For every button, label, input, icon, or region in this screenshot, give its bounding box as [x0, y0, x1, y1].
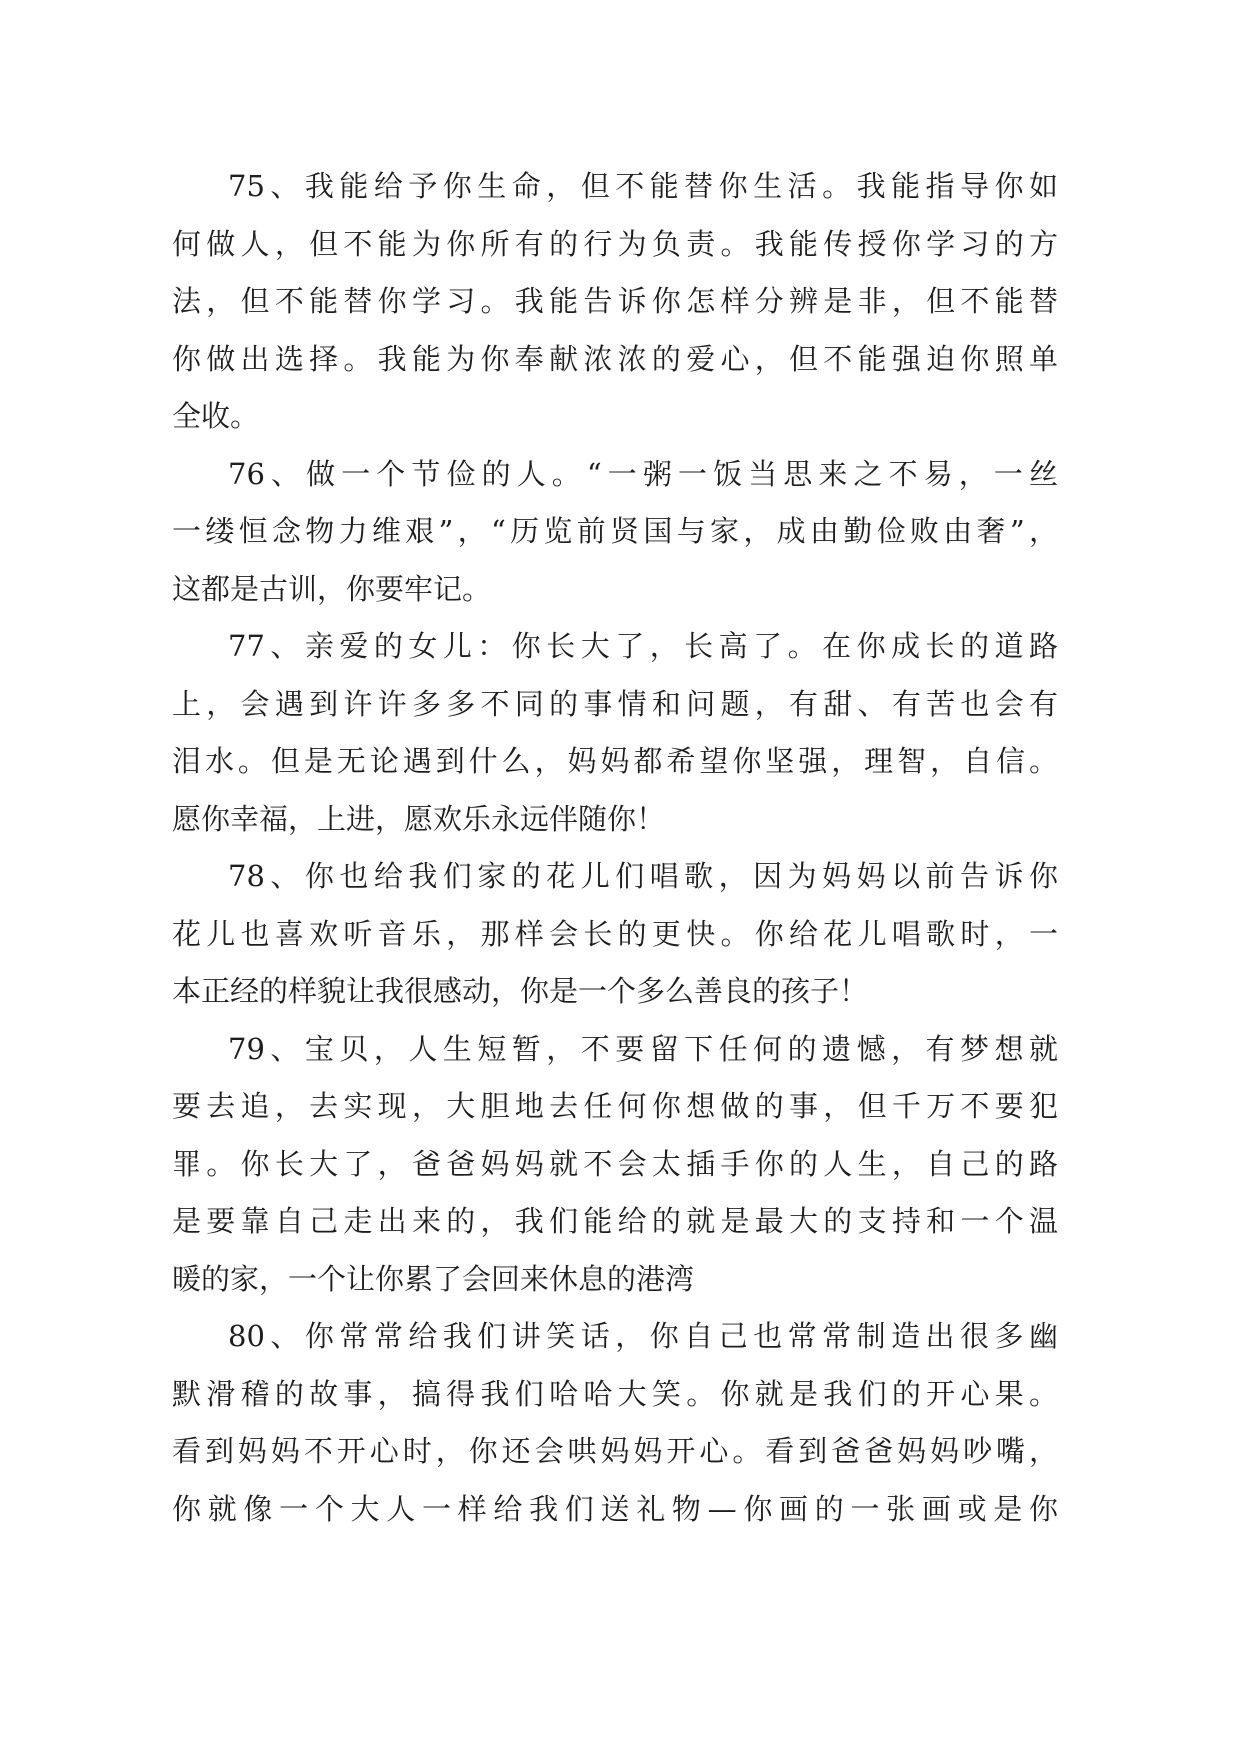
text-line: 一缕恒念物力维艰”，“历览前贤国与家，成由勤俭败由奢”， — [172, 514, 1058, 548]
text-line: 法，但不能替你学习。我能告诉你怎样分辨是非，但不能替 — [172, 284, 1058, 318]
text-line: 暖的家，一个让你累了会回来休息的港湾 — [172, 1261, 695, 1296]
text-line: 看到妈妈不开心时，你还会哄妈妈开心。看到爸爸妈妈吵嘴， — [172, 1434, 1058, 1468]
text-line: 是要靠自己走出来的，我们能给的就是最大的支持和一个温 — [172, 1204, 1058, 1238]
text-line: 本正经的样貌让我很感动，你是一个多么善良的孩子！ — [172, 974, 869, 1008]
text-line: 何做人，但不能为你所有的行为负责。我能传授你学习的方 — [172, 226, 1058, 261]
paragraph-78 — [172, 848, 1058, 1021]
text-line: 你做出选择。我能为你奉献浓浓的爱心，但不能强迫你照单 — [172, 341, 1058, 376]
text-line: 默滑稽的故事，搞得我们哈哈大笑。你就是我们的开心果。 — [172, 1376, 1058, 1411]
paragraph-79 — [172, 1021, 1058, 1309]
paragraph-75 — [172, 158, 1058, 446]
text-line: 77、亲爱的女儿：你长大了，长高了。在你成长的道路 — [228, 629, 1058, 663]
text-line: 79、宝贝，人生短暂，不要留下任何的遗憾，有梦想就 — [228, 1031, 1058, 1066]
text-line: 上，会遇到许许多多不同的事情和问题，有甜、有苦也会有 — [172, 686, 1058, 721]
text-line: 愿你幸福，上进，愿欢乐永远伴随你！ — [172, 801, 666, 836]
document-page — [172, 158, 1058, 1538]
text-line: 80、你常常给我们讲笑话，你自己也常常制造出很多幽 — [228, 1319, 1058, 1353]
text-line: 75、我能给予你生命，但不能替你生活。我能指导你如 — [228, 169, 1058, 203]
text-line: 罪。你长大了，爸爸妈妈就不会太插手你的人生，自己的路 — [172, 1146, 1058, 1181]
text-line: 泪水。但是无论遇到什么，妈妈都希望你坚强，理智，自信。 — [172, 744, 1058, 778]
text-line: 你就像一个大人一样给我们送礼物—你画的一张画或是你 — [172, 1491, 1058, 1526]
paragraph-80 — [172, 1308, 1058, 1538]
paragraph-77 — [172, 618, 1058, 848]
paragraph-76 — [172, 446, 1058, 619]
text-line: 要去追，去实现，大胆地去任何你想做的事，但千万不要犯 — [172, 1089, 1058, 1123]
text-line: 这都是古训，你要牢记。 — [172, 571, 492, 606]
text-line: 76、做一个节俭的人。“一粥一饭当思来之不易，一丝 — [228, 456, 1058, 491]
text-line: 花儿也喜欢听音乐，那样会长的更快。你给花儿唱歌时，一 — [172, 916, 1058, 951]
text-line: 全收。 — [172, 399, 260, 433]
text-line: 78、你也给我们家的花儿们唱歌，因为妈妈以前告诉你 — [228, 859, 1058, 893]
